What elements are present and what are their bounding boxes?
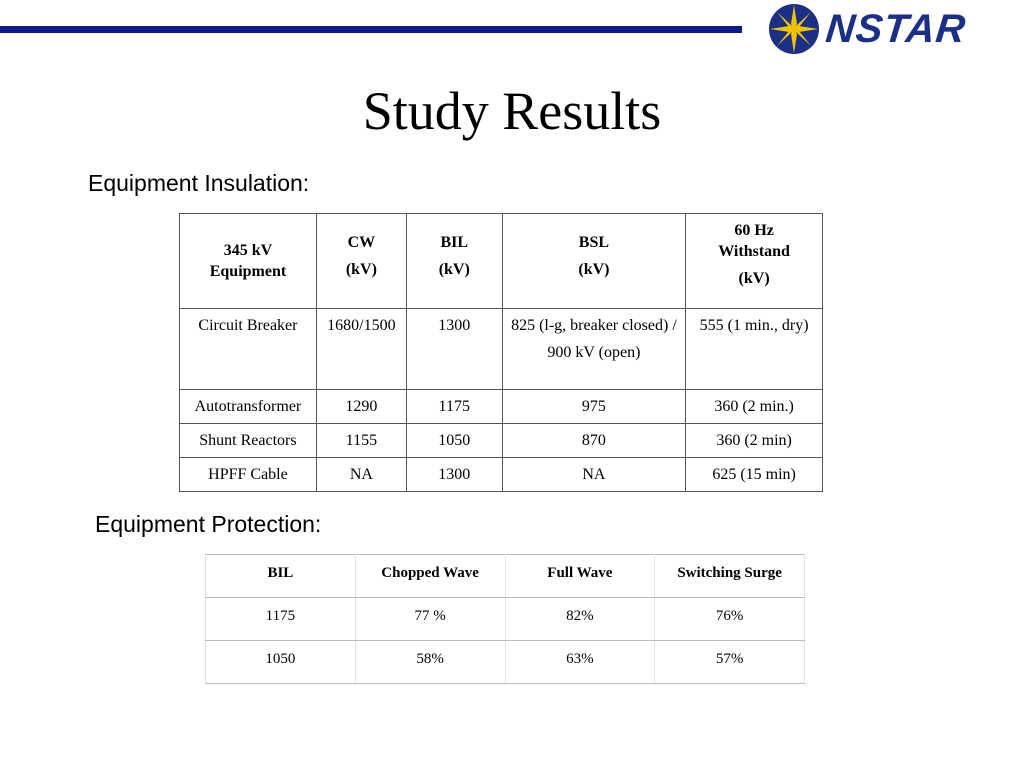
table-row [180, 424, 823, 458]
insulation-table [179, 213, 823, 492]
column-header-line: 60 Hz [734, 222, 774, 239]
column-header-label: BSL [578, 234, 610, 251]
cell-bsl: 870 [502, 424, 686, 458]
cell-withstand: 555 (1 min., dry) [686, 309, 823, 390]
column-header-label: BIL [440, 234, 469, 251]
column-header-unit: (kV) [738, 270, 770, 287]
insulation-heading: Equipment Insulation: [88, 170, 310, 196]
cell-equipment: Autotransformer [180, 390, 317, 424]
cell-switching-surge: 57% [655, 641, 805, 684]
cell-equipment: Shunt Reactors [180, 424, 317, 458]
cell-bsl: 975 [502, 390, 686, 424]
nstar-logo [766, 2, 1016, 56]
column-header-bil: BIL [206, 555, 356, 598]
cell-equipment: Circuit Breaker [180, 309, 317, 390]
cell-withstand: 360 (2 min.) [686, 390, 823, 424]
column-header-bsl [502, 214, 686, 309]
cell-withstand: 360 (2 min) [686, 424, 823, 458]
column-header-line: Withstand [718, 243, 790, 260]
column-header-line: 345 kV [223, 242, 273, 259]
cell-cw: 1290 [316, 390, 406, 424]
cell-bil: 1175 [406, 390, 502, 424]
cell-equipment: HPFF Cable [180, 458, 317, 492]
page-title: Study Results [362, 81, 662, 141]
column-header-full-wave: Full Wave [505, 555, 655, 598]
column-header-line: Equipment [209, 263, 287, 280]
table-row [180, 458, 823, 492]
cell-bil: 1300 [406, 309, 502, 390]
cell-cw: 1155 [316, 424, 406, 458]
cell-bil: 1175 [206, 598, 356, 641]
cell-bsl [502, 309, 686, 390]
cell-bsl-text: 825 (l-g, breaker closed) / [511, 317, 677, 334]
table-row [206, 641, 805, 684]
cell-bil: 1300 [406, 458, 502, 492]
cell-bsl: NA [502, 458, 686, 492]
protection-table [205, 554, 805, 684]
cell-cw: NA [316, 458, 406, 492]
column-header-unit: (kV) [578, 261, 610, 278]
column-header-chopped-wave: Chopped Wave [355, 555, 505, 598]
table-header-row [206, 555, 805, 598]
column-header-bil [406, 214, 502, 309]
table-header-row [180, 214, 823, 309]
table-row [206, 598, 805, 641]
cell-full-wave: 63% [505, 641, 655, 684]
column-header-equipment [180, 214, 317, 309]
cell-bil: 1050 [406, 424, 502, 458]
cell-chopped-wave: 77 % [355, 598, 505, 641]
table-row [180, 309, 823, 390]
protection-heading: Equipment Protection: [95, 511, 322, 537]
column-header-switching-surge: Switching Surge [655, 555, 805, 598]
cell-withstand: 625 (15 min) [686, 458, 823, 492]
cell-switching-surge: 76% [655, 598, 805, 641]
cell-bsl-extra: 900 kV (open) [547, 344, 641, 361]
logo-text: NSTAR [823, 6, 969, 51]
cell-chopped-wave: 58% [355, 641, 505, 684]
table-row [180, 390, 823, 424]
column-header-unit: (kV) [345, 261, 377, 278]
column-header-withstand [686, 214, 823, 309]
column-header-unit: (kV) [438, 261, 470, 278]
cell-full-wave: 82% [505, 598, 655, 641]
header-rule [0, 26, 742, 33]
cell-cw: 1680/1500 [316, 309, 406, 390]
cell-bil: 1050 [206, 641, 356, 684]
column-header-label: CW [347, 234, 376, 251]
starburst-icon [766, 2, 822, 56]
column-header-cw [316, 214, 406, 309]
